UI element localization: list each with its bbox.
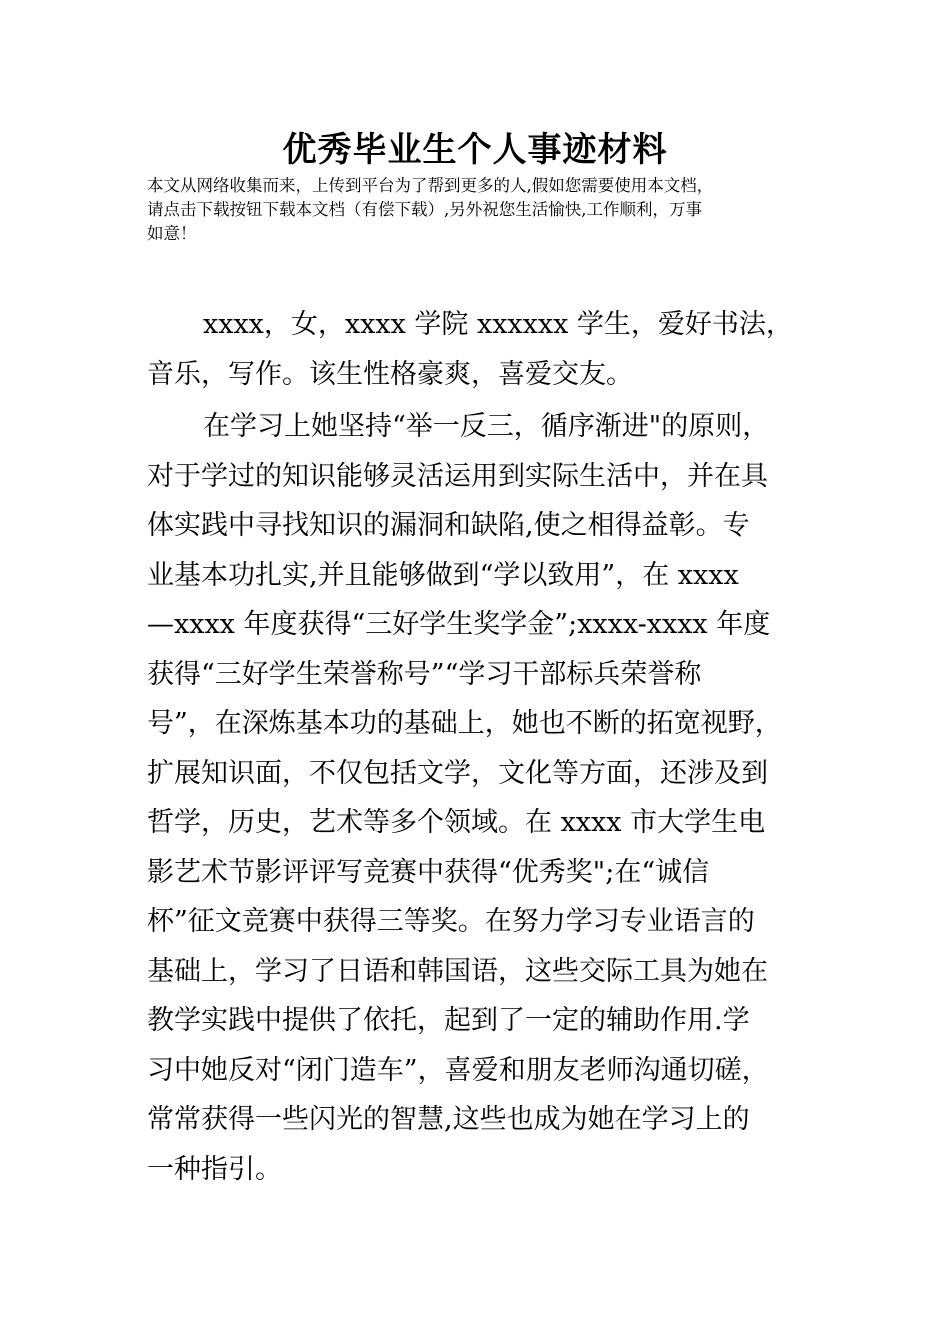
paragraph-study	[147, 402, 827, 1194]
text-line: 音乐，写作。该生性格豪爽，喜爱交友。	[147, 358, 633, 390]
text-line: 体实践中寻找知识的漏洞和缺陷,使之相得益彰。专	[147, 510, 750, 541]
text-line: 在学习上她坚持“举一反三，循序渐进"的原则，	[203, 411, 770, 442]
document-body	[147, 300, 827, 1194]
text-line: 教学实践中提供了依托，起到了一定的辅助作用.学	[147, 1005, 750, 1036]
download-notice	[147, 174, 817, 246]
text-line: 号”，在深炼基本功的基础上，她也不断的拓宽视野，	[147, 708, 782, 739]
text-line: 获得“三好学生荣誉称号”“学习干部标兵荣誉称	[147, 658, 702, 690]
document-title: 优秀毕业生个人事迹材料	[282, 130, 668, 170]
paragraph-intro	[147, 300, 827, 399]
text-line: 习中她反对“闭门造车”，喜爱和朋友老师沟通切磋，	[147, 1054, 769, 1086]
text-line: 常常获得一些闪光的智慧,这些也成为她在学习上的	[147, 1104, 750, 1135]
text-line: 影艺术节影评评写竞赛中获得“优秀奖";在“诚信	[147, 856, 710, 888]
text-line: 业基本功扎实,并且能够做到“学以致用”，在 xxxx	[147, 559, 739, 591]
text-line: 一种指引。	[147, 1153, 282, 1185]
text-line: 扩展知识面，不仅包括文学，文化等方面，还涉及到	[147, 757, 768, 789]
text-line: 对于学过的知识能够灵活运用到实际生活中，并在具	[147, 460, 768, 492]
text-line: 基础上，学习了日语和韩国语，这些交际工具为她在	[147, 955, 768, 987]
text-line: 哲学，历史，艺术等多个领域。在 xxxx 市大学生电	[147, 807, 766, 838]
text-line: —xxxx 年度获得“三好学生奖学金”;xxxx-xxxx 年度	[147, 609, 771, 640]
text-line: xxxx，女，xxxx 学院 xxxxxx 学生，爱好书法，	[203, 309, 793, 340]
text-line: 杯”征文竞赛中获得三等奖。在努力学习专业语言的	[147, 906, 755, 937]
notice-line: 本文从网络收集而来，上传到平台为了帮到更多的人,假如您需要使用本文档，	[147, 176, 714, 195]
notice-line: 如意！	[147, 224, 197, 243]
notice-line: 请点击下载按钮下载本文档（有偿下载）,另外祝您生活愉快,工作顺利，万事	[147, 200, 702, 219]
